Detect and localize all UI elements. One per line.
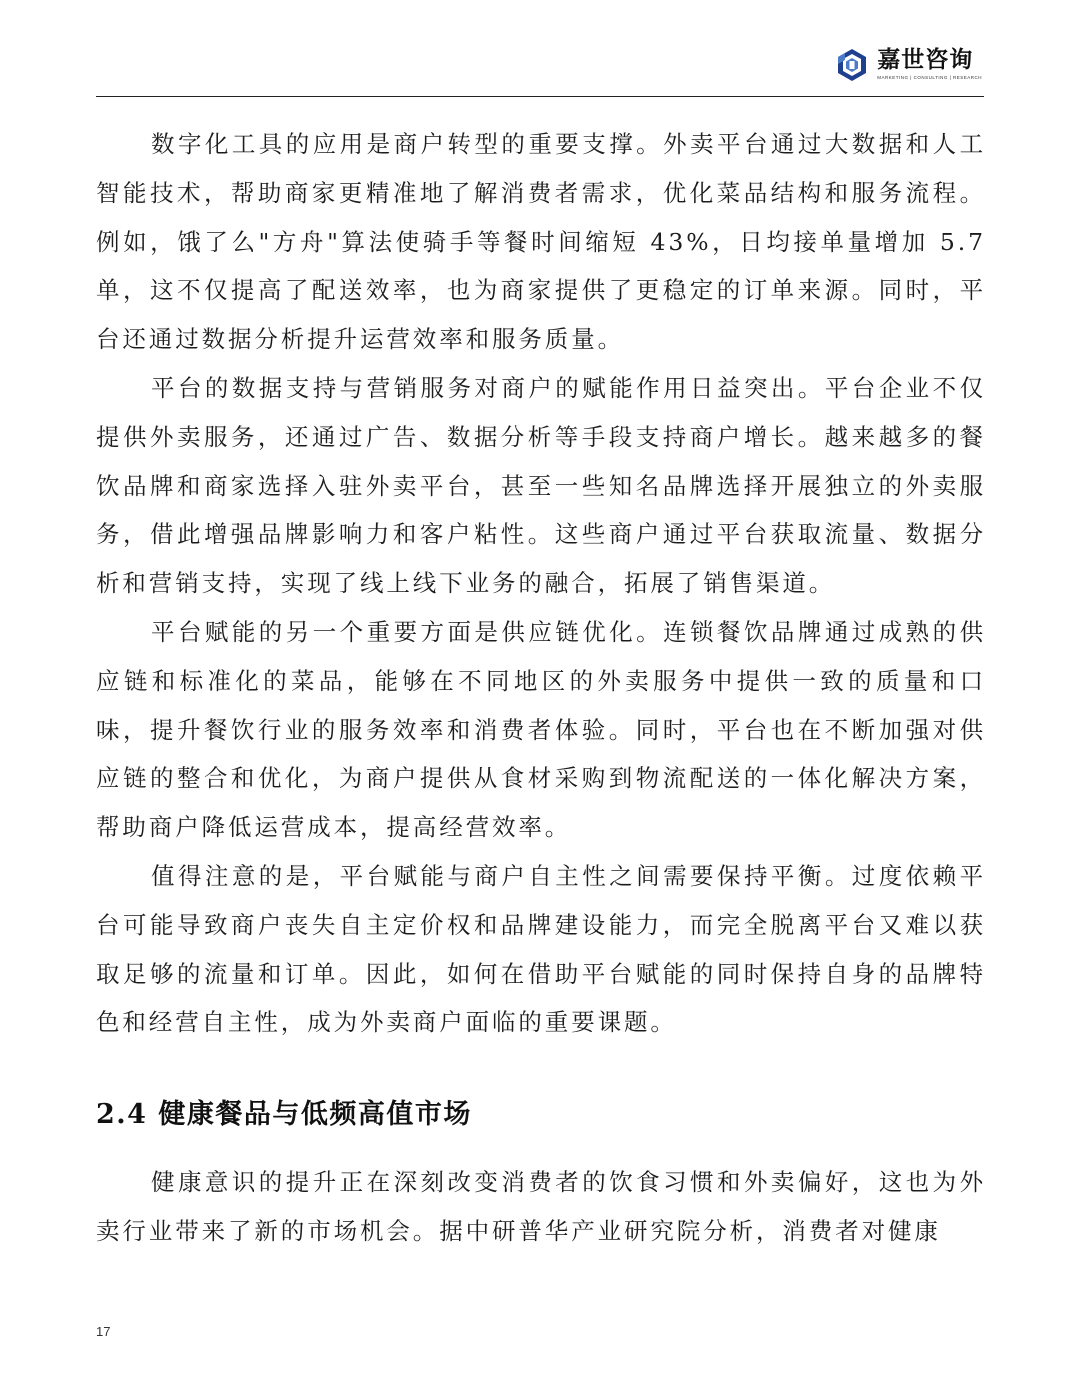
jiashi-logo-icon bbox=[835, 48, 869, 82]
section-heading: 2.4 健康餐品与低频高值市场 bbox=[96, 1099, 472, 1130]
body-text bbox=[96, 120, 986, 1047]
page-number: 17 bbox=[96, 1324, 111, 1339]
logo-name: 嘉世咨询 bbox=[877, 47, 974, 73]
paragraph: 值得注意的是，平台赋能与商户自主性之间需要保持平衡。过度依赖平台可能导致商户丧失自主定价权和品牌建设能力，而完全脱离平台又难以获取足够的流量和订单。因此，如何在借助平台赋能的同时保持自身的品牌特色和经营自主性，成为外卖商户面临的重要课题。 bbox=[96, 861, 986, 1037]
section-body-text bbox=[96, 1158, 986, 1256]
logo-tagline: MARKETING | CONSULTING | RESEARCH bbox=[877, 75, 982, 80]
paragraph: 平台赋能的另一个重要方面是供应链优化。连锁餐饮品牌通过成熟的供应链和标准化的菜品，能够在不同地区的外卖服务中提供一致的质量和口味，提升餐饮行业的服务效率和消费者体验。同时，平台也在不断加强对供应链的整合和优化，为商户提供从食材采购到物流配送的一体化解决方案，帮助商户降低运营成本，提高经营效率。 bbox=[96, 617, 986, 842]
paragraph: 健康意识的提升正在深刻改变消费者的饮食习惯和外卖偏好，这也为外卖行业带来了新的市场机会。据中研普华产业研究院分析，消费者对健康 bbox=[96, 1168, 986, 1245]
page-header bbox=[96, 40, 984, 97]
paragraph: 平台的数据支持与营销服务对商户的赋能作用日益突出。平台企业不仅提供外卖服务，还通过广告、数据分析等手段支持商户增长。越来越多的餐饮品牌和商家选择入驻外卖平台，甚至一些知名品牌选择开展独立的外卖服务，借此增强品牌影响力和客户粘性。这些商户通过平台获取流量、数据分析和营销支持，实现了线上线下业务的融合，拓展了销售渠道。 bbox=[96, 373, 986, 598]
brand-logo bbox=[835, 46, 982, 82]
paragraph: 数字化工具的应用是商户转型的重要支撑。外卖平台通过大数据和人工智能技术，帮助商家更精准地了解消费者需求，优化菜品结构和服务流程。例如，饿了么"方舟"算法使骑手等餐时间缩短 43%，日均接单量增加 5.7 单，这不仅提高了配送效率，也为商家提供了更稳定的订单来源。同时，平台还通过数据分析提升运营效率和服务质量。 bbox=[96, 130, 986, 354]
